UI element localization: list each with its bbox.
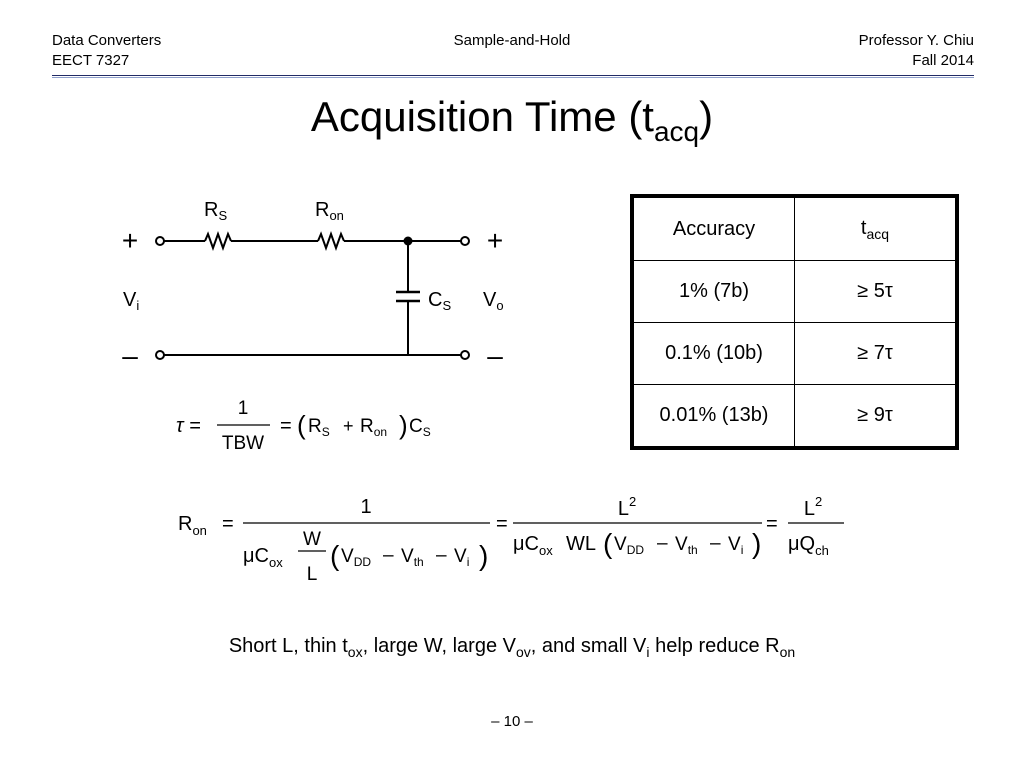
f3-numerator: $L^2$: [803, 494, 823, 520]
cell-tacq: ≥ 5τ: [795, 261, 956, 323]
f1-vdd: $V_{DD}$: [341, 546, 372, 569]
f2-paren-close: ): [752, 528, 762, 559]
tau-ron: $R_{on}$: [360, 416, 388, 439]
header-accuracy: Accuracy: [634, 198, 795, 261]
input-minus-terminal: [156, 351, 164, 359]
vo-label: $V_o$: [483, 289, 504, 313]
f1-minus1: –: [383, 545, 394, 566]
f1-paren-close: ): [479, 540, 489, 571]
tau-paren-close: ): [399, 410, 408, 440]
ron-formula: [170, 488, 860, 596]
f1-w: W: [303, 529, 321, 550]
table-header-row: [634, 198, 956, 261]
vi-label: $V_i$: [123, 289, 140, 313]
ron-eq3: =: [766, 513, 778, 535]
input-plus-terminal: [156, 237, 164, 245]
summary-statement: Short L, thin $t_{ox}$, large W, large $V_{ov}$, and small $V_i$ help reduce $R_{on}$: [228, 635, 796, 660]
ron-label: $R_{on}$: [315, 199, 344, 223]
f1-numerator: 1: [360, 496, 372, 518]
input-plus-sign: +: [121, 225, 139, 256]
f2-vth: $V_{th}$: [675, 534, 698, 557]
f2-paren-open: (: [603, 528, 613, 559]
header-divider-light: [52, 77, 974, 78]
f1-vth: $V_{th}$: [401, 546, 424, 569]
input-minus-sign: –: [122, 340, 138, 371]
cs-label: $C_S$: [428, 289, 452, 313]
table-row: [634, 385, 956, 447]
course-name: Data Converters: [52, 32, 162, 49]
f1-vi: $V_i$: [454, 546, 470, 569]
tau-plus: +: [343, 416, 354, 436]
cell-accuracy: 1% (7b): [634, 261, 795, 323]
cell-accuracy: 0.1% (10b): [634, 323, 795, 385]
header-divider: [52, 75, 974, 76]
output-minus-terminal: [461, 351, 469, 359]
f1-paren-open: (: [330, 540, 340, 571]
f2-minus1: –: [657, 533, 668, 554]
tau-cs: $C_S$: [409, 416, 431, 439]
tau-numerator: 1: [237, 398, 249, 419]
f3-denominator: $\mu Q_{ch}$: [788, 533, 829, 558]
ron-lhs: $R_{on}$: [178, 513, 207, 538]
f2-numerator: $L^2$: [617, 494, 637, 520]
tau-lhs: τ =: [176, 415, 201, 437]
tau-paren-open: (: [297, 410, 306, 440]
output-minus-sign: –: [487, 340, 503, 371]
header-tacq: $t_{acq}$: [795, 198, 956, 261]
table-row: [634, 323, 956, 385]
f1-minus2: –: [436, 545, 447, 566]
f2-vdd: $V_{DD}$: [614, 534, 645, 557]
f2-mu: $\mu C_{ox}$: [513, 533, 553, 558]
rc-circuit-diagram: [110, 185, 530, 380]
term: Fall 2014: [912, 52, 974, 69]
ron-eq2: =: [496, 513, 508, 535]
table-row: [634, 261, 956, 323]
f2-vi: $V_i$: [728, 534, 744, 557]
tau-eq: =: [280, 415, 292, 437]
tau-denominator: TBW: [221, 433, 265, 454]
f1-mu: $\mu C_{ox}$: [243, 545, 283, 570]
node-junction: [404, 237, 413, 246]
f2-wl: WL: [566, 533, 596, 555]
lecture-topic: Sample-and-Hold: [453, 32, 571, 49]
tau-formula: [170, 392, 460, 462]
ron-eq1: =: [222, 513, 234, 535]
cell-tacq: ≥ 9τ: [795, 385, 956, 447]
course-code: EECT 7327: [52, 52, 130, 69]
slide-title: Acquisition Time $(t_{acq})$: [310, 93, 714, 147]
f1-l: L: [306, 564, 318, 585]
tau-rs: $R_S$: [308, 416, 330, 439]
output-plus-sign: +: [486, 225, 504, 256]
cell-tacq: ≥ 7τ: [795, 323, 956, 385]
cell-accuracy: 0.01% (13b): [634, 385, 795, 447]
rs-label: $R_S$: [204, 199, 228, 223]
professor-name: Professor Y. Chiu: [858, 32, 974, 49]
page-number: – 10 –: [491, 713, 533, 730]
output-plus-terminal: [461, 237, 469, 245]
f2-minus2: –: [710, 533, 721, 554]
accuracy-table: [630, 194, 959, 450]
